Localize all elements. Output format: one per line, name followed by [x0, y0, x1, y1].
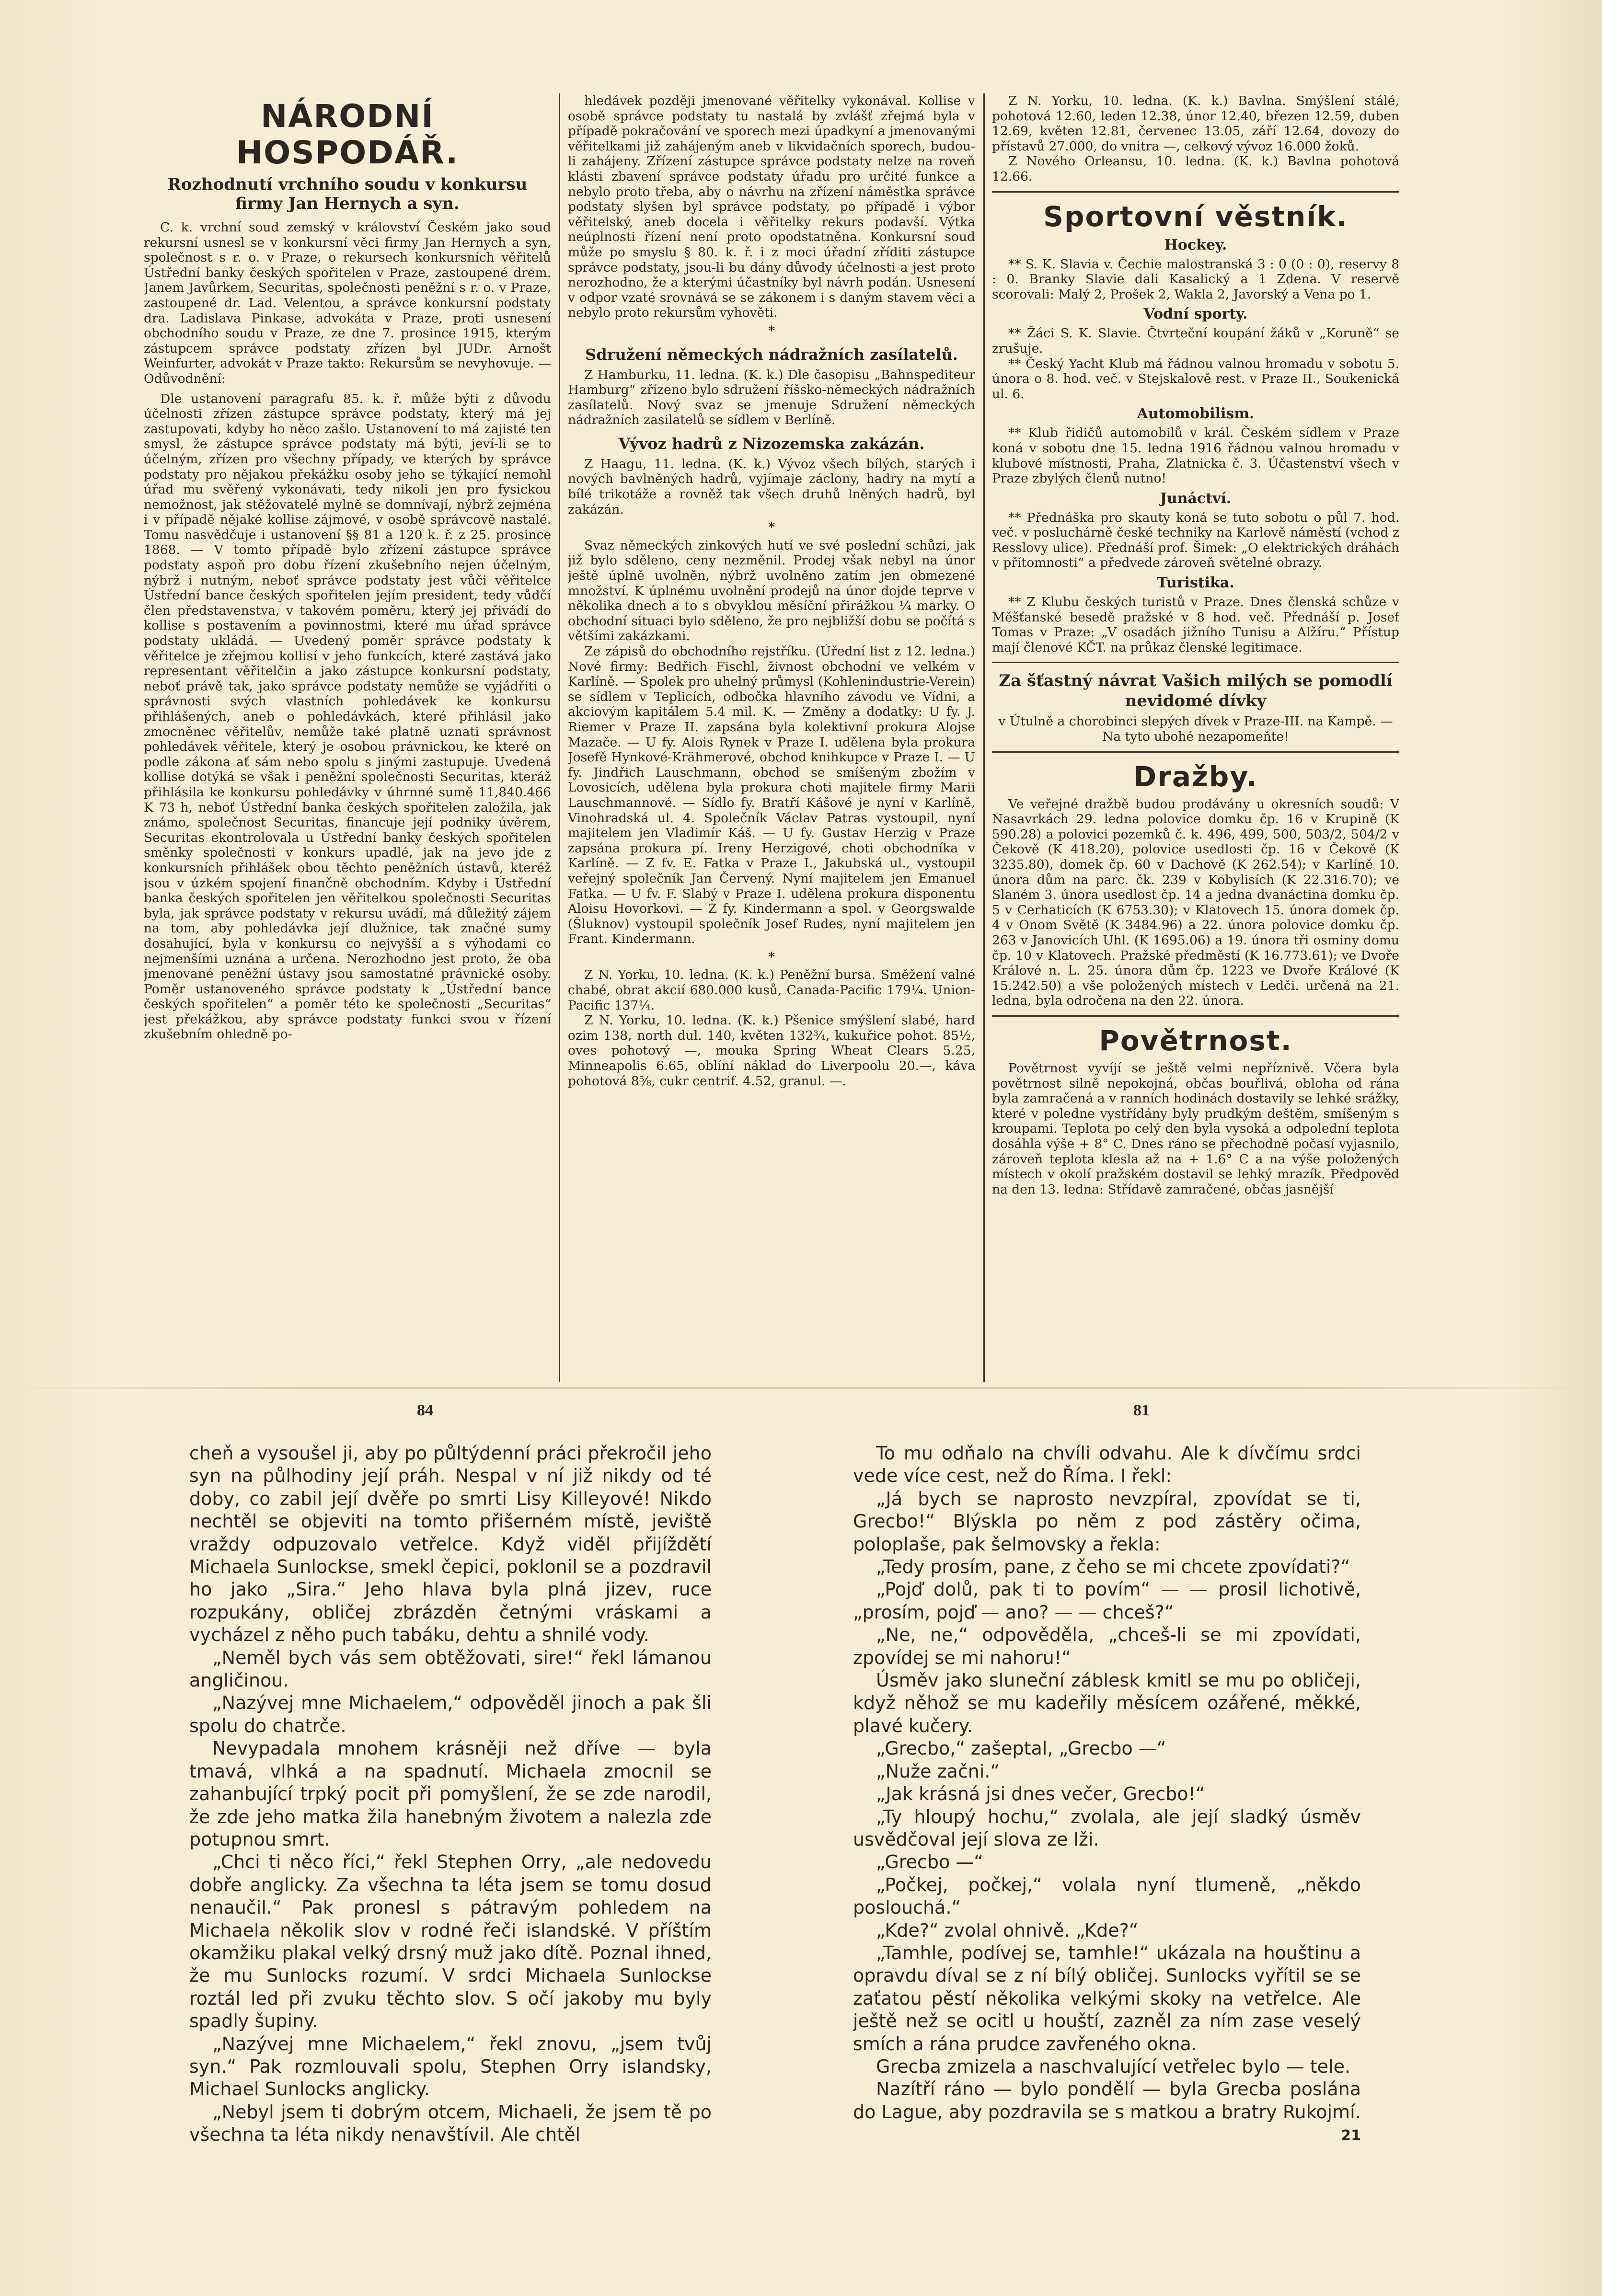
article-paragraph: ** Žáci S. K. Slavie. Čtvrteční koupání žáků v „Koruně“ se zrušuje. — [992, 326, 1399, 356]
notice-headline: Za šťastný návrat Vašich milých se pomodlí nevidomé dívky — [999, 671, 1393, 711]
newspaper-clipping — [144, 93, 1399, 1382]
article-paragraph: Z Hamburku, 11. ledna. (K. k.) Dle časopisu „Bahnspediteur Hamburg“ zřízeno bylo sdružení říšsko-německých nádražních zasílatelů. Nový svaz se jmenuje Sdružení německých nádražních zasilatelů se sídlem v Berlíně. — [568, 367, 975, 428]
article-paragraph: Z Nového Orleansu, 10. ledna. (K. k.) Bavlna pohotová 12.66. — [992, 154, 1399, 184]
story-paragraph: „Grecbo —“ — [876, 1851, 983, 1873]
separator-star: * — [768, 520, 775, 535]
article-paragraph: C. k. vrchní soud zemský v království Českém jako soud rekursní usnesl se v konkursní věci firmy Jan Hernych a syn, společnost s r. o. v Praze, o rekursech konkursních věřitelů Ústřední banky českých spořitelen v Praze, zastoupené drem. Janem Javůrkem, Securitas, společnosti peněžní s r. o. v Praze, zastoupené dr. Lad. Velentou, a správce konkursní podstaty dra. Ladislava Pinkase, advokáta v Praze, proti usnesení obchodního soudu v Praze, ze dne 7. prosince 1915, kterým zástupcem správce podstaty zřízen byl JUDr. Arnošt Weinfurter, advokát v Praze takto: Rekursům se nevyhovuje. — Odůvodnění: — [144, 220, 551, 386]
article-headline: Rozhodnutí vrchního soudu v konkursu firmy Jan Hernych a syn. — [167, 175, 528, 213]
story-paragraph: Úsměv jako sluneční záblesk kmitl se mu po obličeji, když něhož se mu kadeřily měsícem ozářené, měkké, plavé kučery. — [853, 1670, 1361, 1736]
column-divider — [983, 93, 985, 1382]
section-rule — [992, 191, 1399, 193]
section-title-narodni-hospodar: NÁRODNÍ HOSPODÁŘ. — [236, 98, 459, 171]
section-title-sport: Sportovní věstník. — [1043, 200, 1348, 233]
story-page-left — [189, 1442, 712, 2233]
story-paragraph: „Chci ti něco říci,“ řekl Stephen Orry, „ale nedovedu dobře anglicky. Za všechna ta léta jsem se tomu dosud nenaučil.“ Pak pronesl s pátravým pohledem na Michaela několik slov v rodné řeči islandské. V příštím okamžiku plakal velký drsný muž jako dítě. Poznal ihned, že mu Sunlocks rozumí. V srdci Michaela Sunlockse roztál led při zvuku těchto slov. S očí jakoby mu byly spadly šupiny. — [189, 1851, 712, 2032]
story-paragraph: „Já bych se naprosto nevzpíral, zpovídat se ti, Grecbo!“ Blýskla po něm z pod zástěry očima, poloplaše, pak šelmovsky a řekla: — [853, 1488, 1361, 1555]
column-2 — [568, 93, 975, 1382]
story-paragraph: „Neměl bych vás sem obtěžovati, sire!“ řekl lámanou angličinou. — [189, 1647, 712, 1691]
story-paragraph: „Ne, ne,“ odpověděla, „chceš-li se mi zpovídati, zpovídej se mi nahoru!“ — [853, 1624, 1361, 1668]
section-rule — [992, 1015, 1399, 1017]
column-3 — [992, 93, 1399, 1382]
separator-star: * — [768, 949, 775, 964]
story-page-right — [853, 1442, 1361, 2233]
separator-star: * — [768, 323, 775, 338]
subheadline: Vodní sporty. — [1143, 306, 1248, 323]
section-title-drazby: Dražby. — [1133, 760, 1258, 793]
story-paragraph: „Tamhle, podívej se, tamhle!“ ukázala na houštinu a opravdu díval se z ní bílý obličej. Sunlocks vyřítil se se zaťatou pěstí několika velkými skoky na vetřelce. Ale ještě než se ocitl u houští, zazněl za ním zase veselý smích a rána prudce zavřeného okna. — [853, 1942, 1361, 2055]
article-paragraph: Povětrnost vyvíjí se ještě velmi nepříznivě. Včera byla povětrnost silně nepokojná, občas bouřlivá, obloha od rána byla zamračená a v ranních hodinách dostavily se lehké srážky, které v poledne vystřídány byly prudkým deštěm, smíšeným s kroupami. Teplota po celý den byla vysoká a odpolední teplota dosáhla výše + 8° C. Dnes ráno se přechodně počasí vyjasnilo, zároveň teplota klesla až na + 1.6° C a na výše položených místech v okolí pražském dostavil se lehký mrazík. Předpověď na den 13. ledna: Střídavě zamračené, občas jasnější — [992, 1060, 1399, 1197]
article-paragraph: Z N. Yorku, 10. ledna. (K. k.) Peněžní bursa. Směžení valné chabé, obrat akcií 680.000 kusů, Canada-Pacific 179¼. Union-Pacific 137¼. — [568, 967, 975, 1013]
story-paragraph: cheň a vysoušel ji, aby po půltýdenní práci překročil jeho syn na půlhodiny její práh. Nespal v ní již nikdy od té doby, co zabil její dvěře po smrti Lisy Killeyové! Nikdo nechtěl se objeviti na tomto přišerném místě, jeviště vraždy odpuzovalo vetřelce. Když viděl přijíždětí Michaela Sunlockse, smekl čepici, poklonil se a pozdravil ho jako „Sira.“ Jeho hlava byla plná jizev, ruce rozpukány, obličej zbrázděn četnými vráskami a vycházel z něho puch tabáku, dehtu a shnilé vody. — [189, 1443, 712, 1646]
section-rule — [992, 662, 1399, 663]
article-paragraph: Svaz německých zinkových hutí ve své poslední schůzi, jak již bylo sděleno, ceny nezměnil. Prodej však nebyl na únor ještě úplně uvolněn, nýbrž uvolněno zatím jen obmezené množství. K úplnému uvolnění prodejů na únor dojde teprve v několika dnech a to s obvyklou měsíční přirážkou ¼ marky. O obchodní situaci bylo sděleno, že pro nejbližší dobu se počítá s většími zakázkami. — [568, 538, 975, 644]
story-paragraph: „Tedy prosím, pane, z čeho se mi chcete zpovídati?“ — [876, 1556, 1350, 1578]
article-paragraph: ** Přednáška pro skauty koná se tuto sobotu o půl 7. hod. več. v posluchárně české techniky na Karlově náměstí (vchod z Resslovy ulice). Přednáší prof. Šimek: „O elektrických dráhách v přítomnosti“ a předvede zároveň světelné obrazy. — [992, 510, 1399, 571]
story-paragraph: „Nuže začni.“ — [876, 1760, 1000, 1782]
story-paragraph: „Nazývej mne Michaelem,“ řekl znovu, „jsem tvůj syn.“ Pak rozmlouvali spolu, Stephen Orry islandsky, Michael Sunlocks anglicky. — [189, 2033, 712, 2100]
story-paragraph: Nazítří ráno — bylo pondělí — byla Grecba poslána do Lague, aby pozdravila se s matkou a bratry Rukojmí. — [853, 2078, 1361, 2123]
paper-crease — [0, 1387, 1602, 1389]
article-paragraph: Ve veřejné dražbě budou prodávány u okresních soudů: V Nasavrkách 29. ledna polovice domku čp. 16 v Krupině (K 590.28) a polovici pozemků č. k. 496, 499, 500, 503/2, 504/2 v Čekově (K 418.20), polovice usedlosti čp. 16 v Čekově (K 3235.80), domek čp. 60 v Dachově (K 262.54); v Karlíně 10. února dům na parc. čk. 239 v Kobylisích (K 22.316.70); ve Slaném 3. února usedlost čp. 14 a jedna dvanáctina domku čp. 5 v Cerhaticích (K 6753.30); v Klatovech 15. února domek čp. 4 v Onom Světě (K 3484.96) a 22. února polovice domku čp. 263 v Janovicích Uhl. (K 1695.06) a 19. února tři osminy domu čp. 10 v Klatovech. Pražské předměstí (K 16.773.61); ve Dvoře Králové n. L. 25. února dům čp. 1223 ve Dvoře Králové (K 15.242.50) a vše položených místech v Ledči. určená na 21. ledna, byla odročena na den 22. února. — [992, 796, 1399, 1009]
article-paragraph: hledávek později jmenované věřitelky vykonával. Kollise v osobě správce podstaty tu nastalá by zvlášť zřejmá byla v případě pokračování ve sporech mezi úpadkyní a jmenovanými věřitelkami již zahájeným aneb v likvidačních sporech, budou-li zahájeny. Zřízení zástupce správce podstaty nelze na roveň klásti zbavení správce podstaty úřadu pro určité funkce a nebylo proto třeba, aby o návrhu na zřízení náměstka správce podstaty slyšen byl správce podstaty, po případě i výbor věřitelský, aneb docela i věřitelky rekurs podavší. Výtka neúplnosti řízení není proto opodstatněna. Konkursní soud může po smyslu § 80. k. ř. i z moci úřadní zříditi zástupce správce podstaty, jsou-li bu dány důvody účelnosti a jest proto nerozhodno, že a kterými účastníky byl návrh podán. Usnesení v odpor vzaté srovnává se se zákonem i s daným stavem věci a nebylo proto rekursům vyhověti. — [568, 93, 975, 321]
subheadline: Junáctví. — [1160, 490, 1232, 507]
subheadline: Hockey. — [1164, 236, 1227, 253]
story-paragraph: „Počkej, počkej,“ volala nyní tlumeně, „někdo poslouchá.“ — [853, 1874, 1361, 1918]
story-paragraph: „Kde?“ zvolal ohnivě. „Kde?“ — [876, 1919, 1139, 1941]
article-paragraph: Z N. Yorku, 10. ledna. (K. k.) Pšenice smýšlení slabé, hard ozim 138, north dul. 140, květen 132¾, kukuřice pohot. 85½, oves pohotový —, mouka Spring Wheat Clears 5.25, Minneapolis 6.65, oblíní náklad do Liverpoolu 20.—, káva pohotová 8⅝, cukr centrif. 4.52, granul. —. — [568, 1013, 975, 1089]
story-paragraph: Grecba zmizela a naschvalující vetřelec bylo — tele. — [876, 2055, 1351, 2077]
story-paragraph: Nevypadala mnohem krásněji než dříve — byla tmavá, vlhká a na spadnutí. Michaela zmocnil se zahanbující trpký pocit při pomyšlení, že se zde narodil, že zde jeho matka žila hanebným životem a nalezla zde potupnou smrt. — [189, 1738, 712, 1850]
story-paragraph: „Ty hloupý hochu,“ zvolala, ale její sladký úsměv usvědčoval její slova ze lži. — [853, 1806, 1361, 1850]
article-paragraph: Z Haagu, 11. ledna. (K. k.) Vývoz všech bílých, starých i nových bavlněných hadrů, vyjímaje záclony, hadry na mytí a bílé trikotáže a rovněž tak všech druhů lněných hadrů, byl zakázán. — [568, 456, 975, 517]
subheadline: Vývoz hadrů z Nizozemska zakázán. — [618, 434, 925, 453]
signature-mark: 21 — [1341, 2127, 1361, 2145]
article-paragraph: Dle ustanovení paragrafu 85. k. ř. může býti z důvodu účelnosti zřízen zástupce správce podstaty, který má jej zastupovati, kdyby ho něco zašlo. Ustanovení to má zajisté ten smysl, že zástupce správce podstaty má býti, jeví-li se to účelným, zřízen pro všechny případy, ve kterých by správce podstaty pro nějakou překážku osoby jeho se týkající nemohl úřad mu svěřený vykonávati, tedy nikoli jen pro fysickou nemožnost, jak stěžovatelé mylně se domnívají, nýbrž zejména i v případě nějaké kollise zájmové, v osobě správcově nastalé. Tomu nasvědčuje i ustanovení §§ 81 a 120 k. ř. z 25. prosince 1868. — V tomto případě bylo zřízení zástupce správce podstaty aspoň pro dobu řízení zkušebního nejen účelným, nýbrž i nutným, neboť správce podstaty jest vůči věřitelce Ústřední bance českých spořitelen jejím president, tedy vůdčí člen představenstva, v takovém poměru, který jej přivádí do kollise s postavením a povinnostmi, které mu úřad správce podstaty ukládá. — Uvedený poměr správce podstaty k věřitelce je zřejmou kollisí v jeho funkcích, které zastává jako representant věřitelčin a jako zástupce konkursní podstaty, neboť právě tak, jako správce podstaty nemůže se vyjádřiti o správnosti svých vlastních pohledávek ke konkursu přihlášených, aneb o pohledávkách, které přihlásil jako zmocněnec věřitelův, nemůže také platně uznati správnost pohledávek věřitele, který je osobou právnickou, ke které on podle zákona ať sám nebo spolu s jinými zastupuje. Uvedená kollise dotýká se však i peněžní společnosti Securitas, kteráž přihlásila ke konkursu pohledávky v úhrnné sumě 11,840.466 K 73 h, neboť Ústřední banka českých spořitelen založila, jak známo, společnost Securitas, financuje její podniky úvěrem, Securitas ekontrolovala u Ústřední banky českých spořitelen směnky společnosti v konkurs upadlé, jak na jevo jde z konkursních přihlášek obou těchto peněžních ústavů, kteréž jsou v úzkém spojení finančně obchodním. Kdyby i Ústřední banka českých spořitelen jen věřitelkou společnosti Securitas byla, jak správce podstaty v rekursu uvádí, má důležitý zájem na tom, aby pohledávka její dlužnice, tak značné sumy dosahující, byla v konkursu co nejvyšší a s výhodami co nejmenšími uznána a určena. Nerozhodno jest proto, že oba jmenované peněžní ústavy jsou samostatné právnické osoby. Poměr ustanoveného správce podstaty k „Ústřední bance českých spořitelen“ a poměr této ke společnosti „Securitas“ jest překážkou, aby správce podstaty funkci svou v řízení zkušebním ohledně po- — [144, 391, 551, 1042]
section-title-povetrnost: Povětrnost. — [1099, 1024, 1292, 1057]
story-paragraph: „Pojď dolů, pak ti to povím“ — — prosil lichotivě, „prosím, pojď — ano? — — chceš?“ — [853, 1579, 1361, 1623]
subheadline: Turistika. — [1157, 574, 1234, 592]
subheadline: Automobilism. — [1137, 405, 1255, 423]
page-number-left: 84 — [417, 1401, 433, 1419]
article-paragraph: Z N. Yorku, 10. ledna. (K. k.) Bavlna. Smýšlení stálé, pohotová 12.60, leden 12.38, únor 12.40, březen 12.59, duben 12.69, květen 12.81, červenec 13.05, září 12.64, dovozy do přístavů 27.000, do vnitra —, celkový vývoz 16.000 žoků. — [992, 93, 1399, 154]
story-paragraph: „Grecbo,“ zašeptal, „Grecbo —“ — [876, 1738, 1166, 1759]
subheadline: Sdružení německých nádražních zasílatelů. — [585, 345, 958, 364]
article-paragraph: ** Klub řidičů automobilů v král. Českém sídlem v Praze koná v sobotu dne 15. ledna 1916 řádnou valnou hromadu v klubové místnosti, Praha, Zlatnicka č. 3. Účastenství všech v Praze zbylých členů nutno! — [992, 425, 1399, 486]
column-1 — [144, 93, 551, 1382]
article-paragraph: ** S. K. Slavia v. Čechie malostranská 3 : 0 (0 : 0), reservy 8 : 0. Branky Slavie dali Kasalický a 1 Zdena. V reservě scorovali: Malý 2, Prošek 2, Wakla 2, Javorský a Vena po 1. — [992, 256, 1399, 302]
article-paragraph: ** Český Yacht Klub má řádnou valnou hromadu v sobotu 5. února o 8. hod. več. v Stejskalově rest. v Praze II., Soukenická ul. 6. — [992, 356, 1399, 402]
column-divider — [559, 93, 560, 1382]
article-paragraph: Ze zápisů do obchodního rejstříku. (Úřední list z 12. ledna.) Nové firmy: Bedřich Fischl, živnost obchodní ve velkém v Karlíně. — Spolek pro uhelný průmysl (Kohlenindustrie-Verein) se sídlem v Teplicích, odbočka hlavního závodu ve Vídni, a akciovým kapitálem 5.4 mil. K. — Změny a dodatky: U fy. J. Riemer v Praze II. zapsána byla kolektivní prokura Alojse Mazače. — U fy. Alois Rynek v Praze I. udělena byla prokura Josefě Hynkové-Krähmerové, obchod knihkupce v Praze I. — U fy. Jindřich Lauschmann, obchod se smíšeným zbožím v Lovosicích, udělena byla prokura choti majitele firmy Marii Lauschmannové. — Sídlo fy. Bratří Kášové je nyní v Karlíně, Vinohradská ul. 4. Společník Václav Patras vystoupil, nyní majitelem jen Vladimír Káš. — U fy. Gustav Herzig v Praze zapsána prokura pí. Ireny Herzigové, choti obchodníka v Karlíně. — Z fv. E. Fatka v Praze I., Jakubská ul., vystoupil veřejný společník Jan Červený. Nyní majitelem jen Emanuel Fatka. — U fv. F. Slabý v Praze I. udělena prokura disponentu Aloisu Hovorkovi. — Z fy. Kindermann a spol. v Georgswalde (Šluknov) vystoupil společník Josef Rudes, nyní majitelem jen Frant. Kindermann. — [568, 644, 975, 947]
section-rule — [992, 751, 1399, 753]
notice-text: v Útulně a chorobinci slepých dívek v Praze-III. na Kampě. — Na tyto ubohé nezapomeňte! — [998, 714, 1393, 745]
page-number-right: 81 — [1133, 1401, 1150, 1419]
story-paragraph: „Jak krásná jsi dnes večer, Grecbo!“ — [876, 1783, 1205, 1805]
story-paragraph: „Nazývej mne Michaelem,“ odpověděl jinoch a pak šli spolu do chatrče. — [189, 1692, 712, 1736]
story-paragraph: To mu odňalo na chvíli odvahu. Ale k dívčímu srdci vede více cest, než do Říma. I řekl: — [853, 1443, 1361, 1487]
article-paragraph: ** Z Klubu českých turistů v Praze. Dnes členská schůze v Měšťanské besedě pražské v 8 hod. več. Přednáší p. Josef Tomas v Praze: „V osadách jižního Tunisu a Alžíru.“ Přístup mají členové KČT. na průkaz členské legitimace. — [992, 595, 1399, 655]
story-paragraph: „Nebyl jsem ti dobrým otcem, Michaeli, že jsem tě po všechna ta léta nikdy nenavštívil. Ale chtěl — [189, 2101, 712, 2146]
